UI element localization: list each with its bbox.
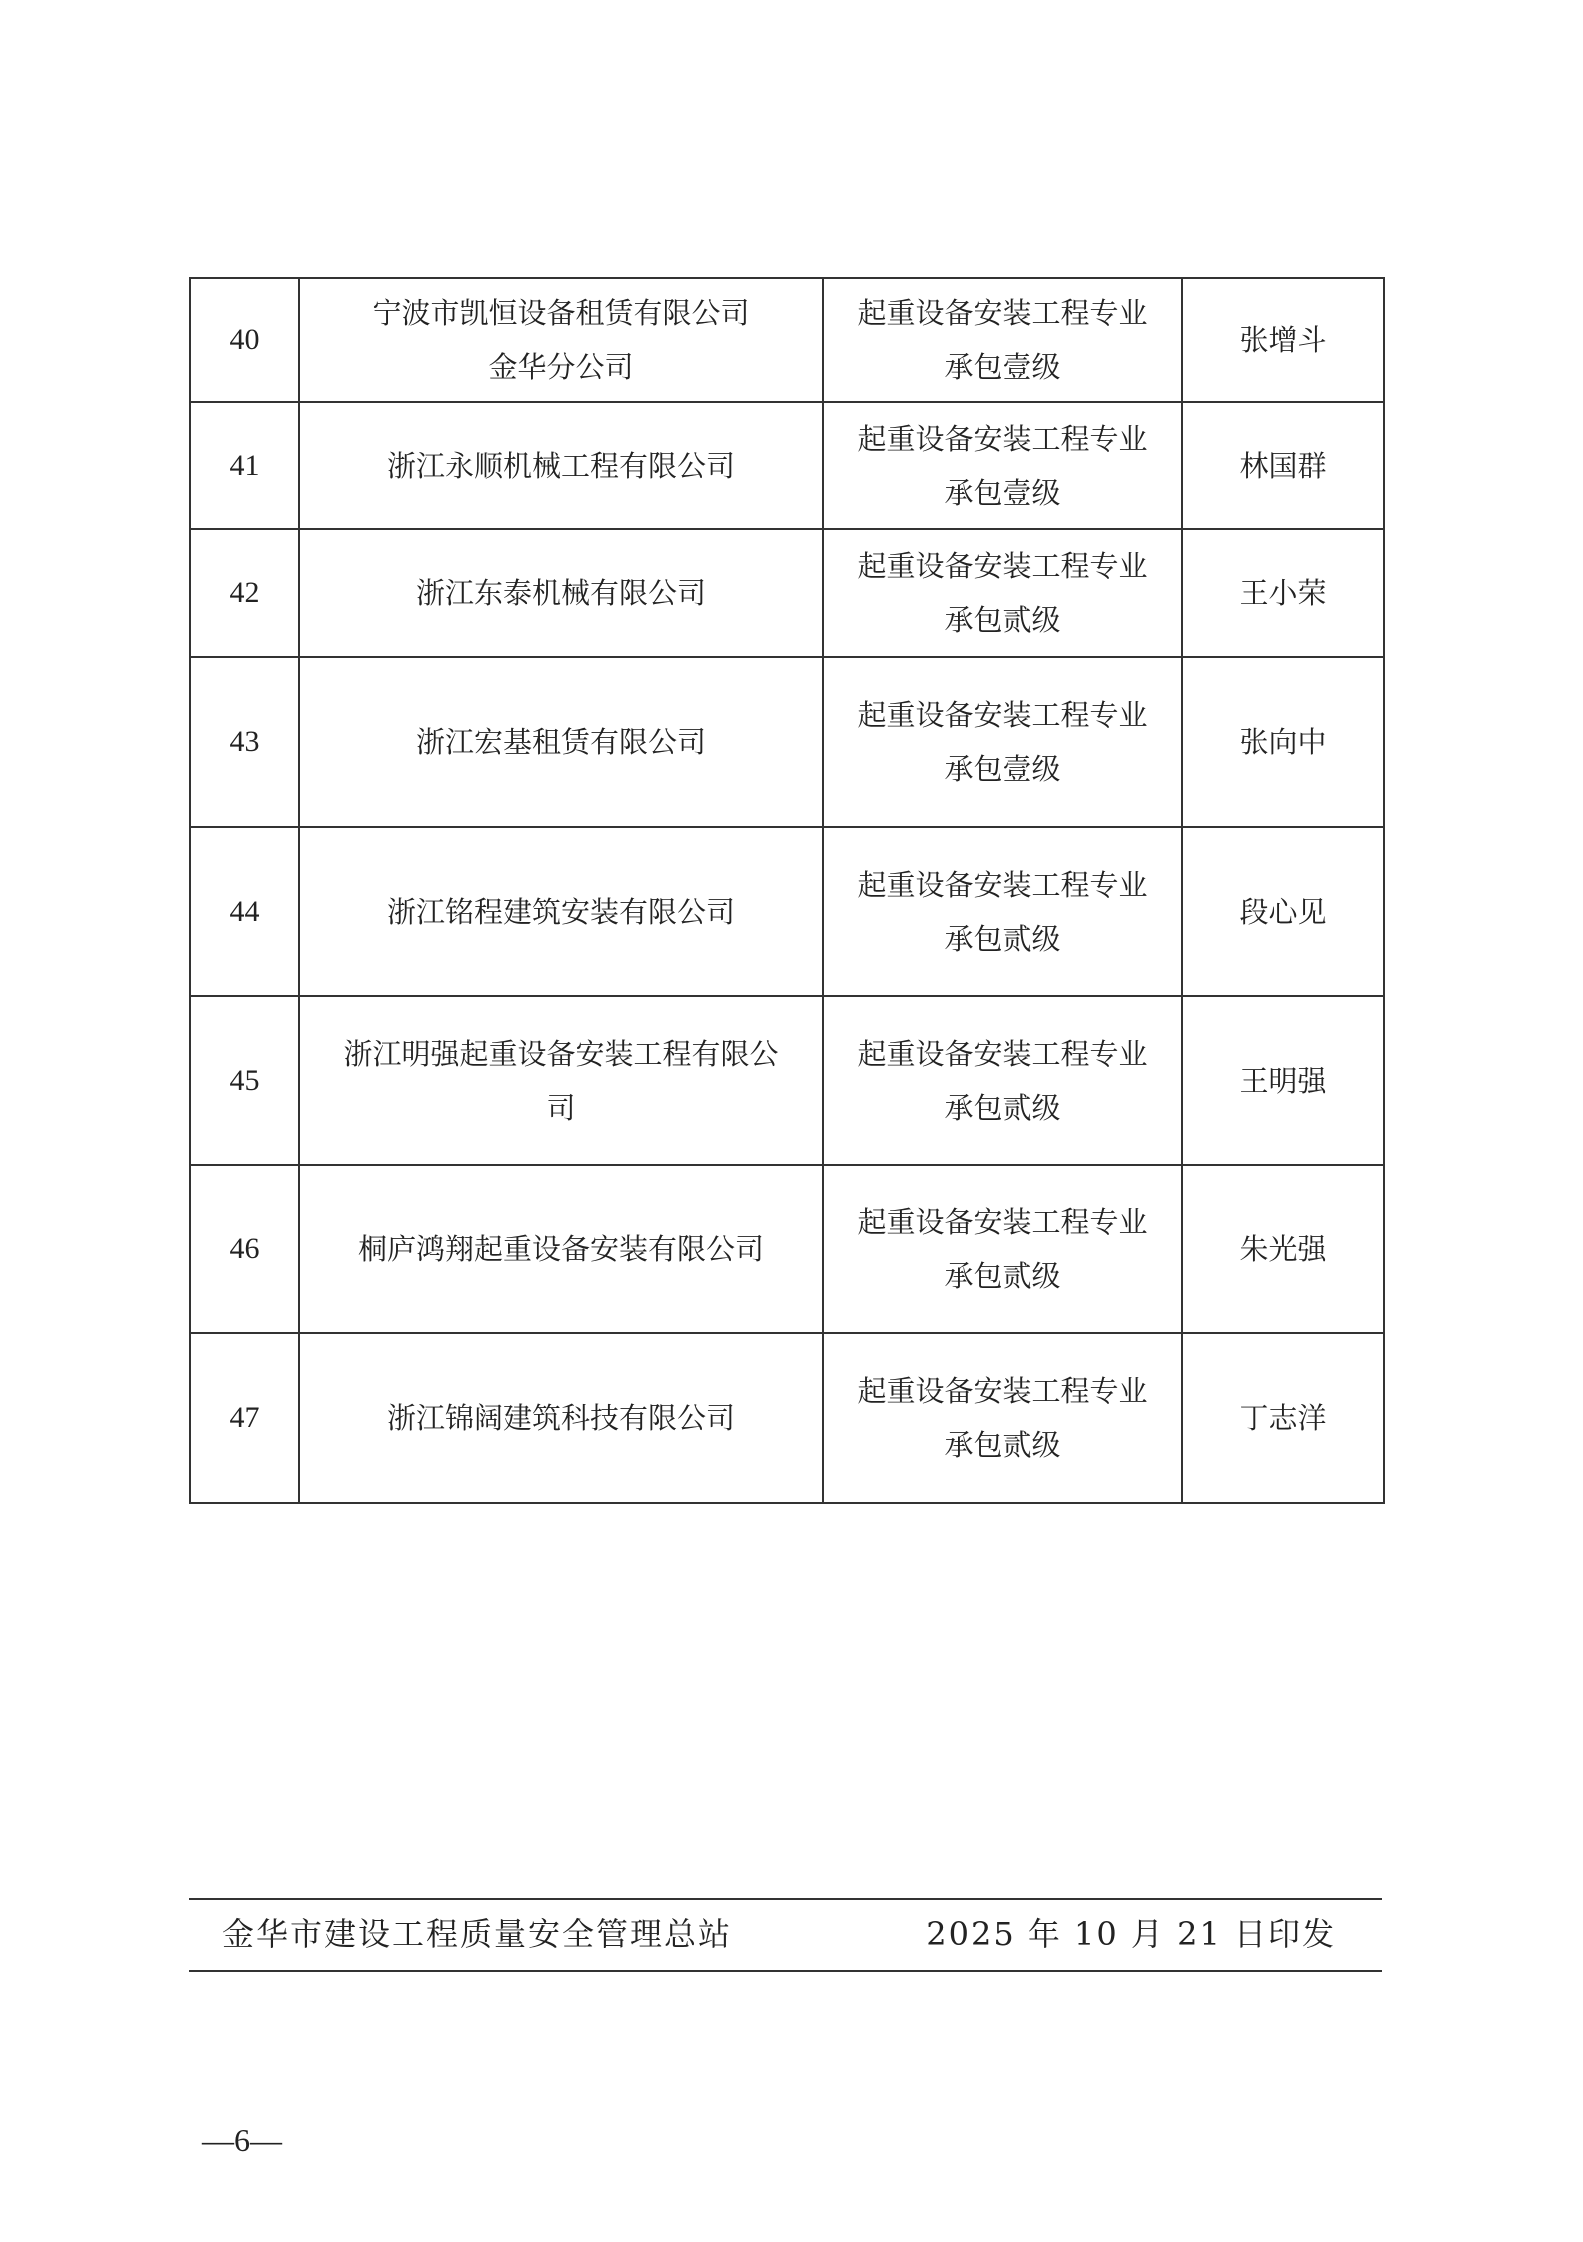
person-name: 丁志洋: [1182, 1333, 1384, 1503]
person-name: 林国群: [1182, 402, 1384, 529]
row-number: 44: [190, 827, 299, 996]
qualification: [823, 278, 1182, 402]
company-name-line: 宁波市凯恒设备租赁有限公司: [372, 296, 750, 330]
qualification-line: 起重设备安装工程专业: [857, 1036, 1148, 1071]
qualification: [823, 529, 1182, 657]
qualification-table-container: [189, 277, 1383, 1504]
footer-divider-bottom: [189, 1970, 1382, 1972]
qualification-line: 承包贰级: [944, 603, 1061, 637]
person-name: 张向中: [1182, 657, 1384, 827]
qualification-line: 承包壹级: [944, 350, 1061, 384]
qualification-line: 承包壹级: [944, 752, 1061, 786]
company-name: [299, 1165, 823, 1333]
qualification: [823, 657, 1182, 827]
table-row: [190, 1165, 1384, 1333]
qualification-line: 承包贰级: [944, 921, 1061, 956]
company-name-line: 浙江东泰机械有限公司: [415, 576, 706, 610]
qualification-line: 起重设备安装工程专业: [857, 296, 1148, 330]
qualification-line: 承包壹级: [944, 475, 1061, 510]
table-row: [190, 996, 1384, 1165]
qualification: [823, 1165, 1182, 1333]
company-name: [299, 827, 823, 996]
qualification-line: 承包贰级: [944, 1090, 1061, 1125]
qualification-line: 起重设备安装工程专业: [857, 1205, 1148, 1239]
company-name-line: 浙江明强起重设备安装工程有限公: [343, 1036, 779, 1071]
table-row: [190, 1333, 1384, 1503]
issue-date: 2025 年 10 月 21 日印发: [926, 1915, 1336, 1953]
company-name-line: 浙江铭程建筑安装有限公司: [386, 894, 735, 929]
qualification-line: 起重设备安装工程专业: [857, 698, 1148, 732]
table-row: [190, 529, 1384, 657]
company-name-line: 司: [546, 1090, 576, 1125]
qualification-line: 起重设备安装工程专业: [857, 421, 1148, 456]
table-row: [190, 827, 1384, 996]
qualification: [823, 1333, 1182, 1503]
company-name: [299, 1333, 823, 1503]
row-number: 40: [190, 278, 299, 402]
person-name: 张增斗: [1182, 278, 1384, 402]
row-number: 47: [190, 1333, 299, 1503]
qualification-line: 起重设备安装工程专业: [857, 549, 1148, 583]
person-name: 王明强: [1182, 996, 1384, 1165]
company-name: [299, 657, 823, 827]
row-number: 45: [190, 996, 299, 1165]
qualification-line: 起重设备安装工程专业: [857, 1374, 1148, 1408]
qualification: [823, 402, 1182, 529]
person-name: 朱光强: [1182, 1165, 1384, 1333]
row-number: 42: [190, 529, 299, 657]
footer-divider-top: [189, 1898, 1382, 1900]
company-name-line: 浙江宏基租赁有限公司: [415, 725, 706, 759]
row-number: 43: [190, 657, 299, 827]
qualification: [823, 827, 1182, 996]
qualification-table: [189, 277, 1385, 1504]
row-number: 46: [190, 1165, 299, 1333]
company-name-line: 浙江锦阔建筑科技有限公司: [386, 1401, 735, 1435]
company-name: [299, 529, 823, 657]
qualification: [823, 996, 1182, 1165]
issuing-organization: 金华市建设工程质量安全管理总站: [222, 1915, 733, 1953]
company-name-line: 浙江永顺机械工程有限公司: [386, 448, 735, 483]
company-name-line: 金华分公司: [488, 350, 634, 384]
page-number: —6—: [202, 2122, 282, 2158]
table-row: [190, 657, 1384, 827]
person-name: 段心见: [1182, 827, 1384, 996]
company-name: [299, 402, 823, 529]
row-number: 41: [190, 402, 299, 529]
company-name: [299, 996, 823, 1165]
table-row: [190, 278, 1384, 402]
table-row: [190, 402, 1384, 529]
company-name: [299, 278, 823, 402]
qualification-line: 承包贰级: [944, 1428, 1061, 1462]
company-name-line: 桐庐鸿翔起重设备安装有限公司: [357, 1232, 764, 1266]
qualification-line: 起重设备安装工程专业: [857, 867, 1148, 902]
person-name: 王小荣: [1182, 529, 1384, 657]
qualification-line: 承包贰级: [944, 1259, 1061, 1293]
